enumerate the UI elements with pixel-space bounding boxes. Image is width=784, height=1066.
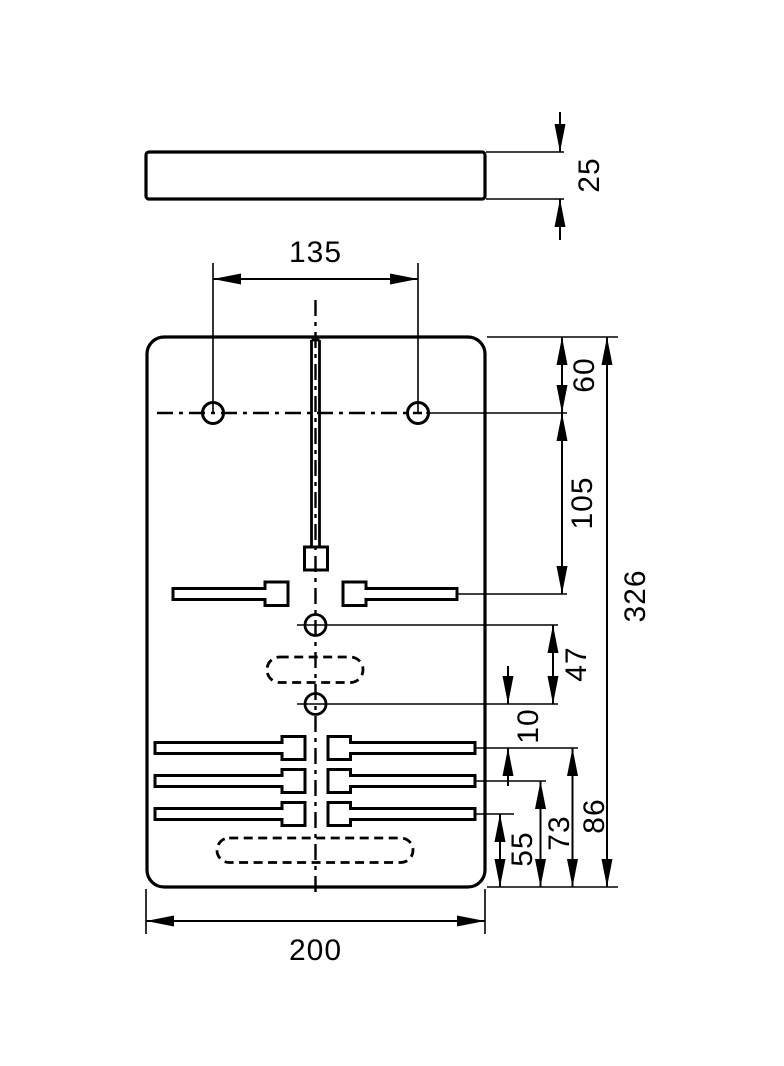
arrowhead: [390, 274, 418, 285]
dimension-label-overall-height: 326: [619, 569, 652, 623]
dimension-label-circle-to-row1: 10: [512, 708, 545, 744]
dimension-label-holes-to-middle-slots: 105: [566, 476, 599, 530]
side-view: [146, 112, 606, 240]
arrowhead: [555, 199, 566, 227]
dimension-thickness: [555, 112, 607, 240]
dimension-overall-width: [146, 916, 485, 968]
side-view-plate-profile: [146, 152, 485, 199]
dimension-label-top-to-holes: 60: [568, 357, 601, 393]
dimension-label-row2-to-bottom: 73: [543, 815, 576, 851]
dimension-circle-spacing: [548, 625, 594, 704]
arrowhead: [555, 124, 566, 152]
dimension-label-hole-spacing: 135: [288, 236, 343, 269]
dimension-label-overall-width: 200: [288, 934, 343, 967]
dimension-label-row1-to-bottom: 86: [578, 798, 611, 834]
dimension-label-circle-spacing: 47: [560, 646, 593, 682]
dimension-circle-to-row1: [503, 666, 546, 786]
dimension-label-row3-to-bottom: 55: [506, 831, 539, 867]
dimension-hole-spacing: [213, 236, 418, 285]
arrowhead: [213, 274, 241, 285]
dimension-label-thickness: 25: [573, 157, 606, 193]
dimension-60-105: [557, 337, 602, 594]
dimension-row3-to-bottom: [495, 814, 540, 887]
